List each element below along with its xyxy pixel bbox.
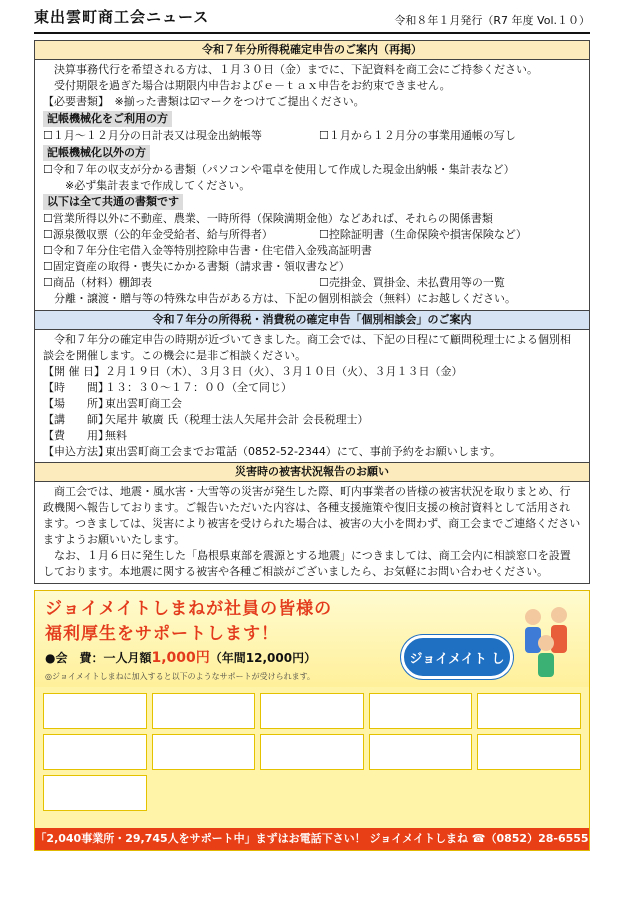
- checklist-item: ☐１月～１２月分の日計表又は現金出納帳等: [43, 128, 262, 142]
- support-card: [477, 734, 581, 770]
- info-key: 【時 間】: [43, 380, 109, 394]
- info-key: 【場 所】: [43, 396, 109, 410]
- support-card: [43, 734, 147, 770]
- checklist-item: ☐控除証明書（生命保険や損害保険など）: [319, 228, 527, 242]
- info-row: [43, 428, 581, 444]
- ad-contact-bar: 「2,040事業所・29,745人をサポート中」まずはお電話下さい！ ジョイメイトしまね ☎（0852）28-6555: [35, 828, 589, 850]
- ad-fee-year: （年間12,000円）: [209, 651, 317, 666]
- paragraph: 商工会では、地震・風水害・大雪等の災害が発生した際、町内事業者の皆様の被害状況を取りまとめ、行政機関へ報告しております。ご報告いただいた内容は、各種支援施策や復旧支援の検討資料として活用されます。つきましては、災害により被害を受けられた場合は、被害の大小を問わず、商工会までご連絡くださいますようお願いいたします。: [43, 485, 581, 547]
- support-card: [260, 734, 364, 770]
- subheading: 記帳機械化をご利用の方: [43, 111, 172, 127]
- support-card: [43, 775, 147, 811]
- info-row: [43, 364, 581, 380]
- info-value: １３：３０～１７：００（全て同じ）: [105, 380, 292, 394]
- paragraph: 決算事務代行を希望される方は、１月３０日（金）までに、下記資料を商工会にご持参ください。: [54, 62, 538, 76]
- paragraph: なお、１月６日に発生した「島根県東部を震源とする地震」につきましては、商工会内に相談窓口を設置しております。本地震に関する被害や各種ご相談がございましたら、お気軽にお問い合わせください。: [43, 549, 571, 579]
- ad-headline: 福利厚生をサポートします！: [45, 623, 279, 644]
- info-key: 【開 催 日】: [43, 364, 105, 378]
- info-key: 【費 用】: [43, 428, 109, 442]
- checklist-row: [43, 128, 581, 144]
- support-card: [152, 693, 256, 729]
- section-body-tax-return: [35, 60, 589, 310]
- info-key: 【申込方法】: [43, 444, 109, 458]
- support-card: [477, 693, 581, 729]
- support-card: [260, 693, 364, 729]
- people-illustration-icon: [515, 599, 581, 679]
- section-heading-consultation: 令和７年分の所得税・消費税の確定申告「個別相談会」のご案内: [35, 310, 589, 330]
- checklist-item: ☐令和７年分住宅借入金等特別控除申告書・住宅借入金残高証明書: [43, 244, 372, 258]
- info-row: [43, 396, 581, 412]
- ad-headline: ジョイメイトしまねが社員の皆様の: [45, 599, 333, 619]
- info-row: [43, 380, 581, 396]
- subheading: 記帳機械化以外の方: [43, 145, 150, 161]
- info-value: 矢尾井 敏廣 氏（税理士法人矢尾井会計 会長税理士）: [105, 412, 369, 426]
- section-heading-tax-return: 令和７年分所得税確定申告のご案内（再掲）: [35, 41, 589, 60]
- checklist-row: [43, 227, 581, 243]
- section-body-disaster: [35, 482, 589, 583]
- support-card: [369, 734, 473, 770]
- ad-fee-label: ●会 費：一人月額: [45, 651, 152, 666]
- paragraph: 分離・譲渡・贈与等の特殊な申告がある方は、下記の個別相談会（無料）にお越しください。: [54, 292, 516, 306]
- section-heading-disaster: 災害時の被害状況報告のお願い: [35, 462, 589, 482]
- ad-header: [35, 591, 589, 711]
- support-cards: [35, 687, 589, 817]
- checklist-item: ☐１月から１２月分の事業用通帳の写し: [319, 128, 516, 142]
- info-row: [43, 444, 581, 460]
- support-card: [152, 734, 256, 770]
- info-key: 【講 師】: [43, 412, 109, 426]
- joymate-logo: ジョイメイト しまね: [401, 635, 513, 679]
- subheading: 以下は全て共通の書類です: [43, 194, 183, 210]
- note: ※必ず集計表まで作成してください。: [65, 178, 251, 192]
- notice-box: [34, 40, 590, 584]
- info-value: ２月１９日（木）、３月３日（火）、３月１０日（火）、３月１３日（金）: [105, 364, 463, 378]
- info-row: [43, 412, 581, 428]
- required-docs-label: 【必要書類】 ※揃った書類は☑マークをつけてご提出ください。: [43, 94, 365, 108]
- checklist-item: ☐売掛金、買掛金、未払費用等の一覧: [319, 276, 505, 290]
- info-value: 東出雲町商工会までお電話（0852-52-2344）にて、事前予約をお願いします。: [105, 444, 501, 458]
- newsletter-title: 東出雲町商工会ニュース: [34, 8, 210, 27]
- ad-note: ◎ジョイメイトしまねに加入すると以下のようなサポートが受けられます。: [45, 671, 315, 681]
- info-value: 無料: [105, 428, 127, 442]
- info-value: 東出雲町商工会: [105, 396, 182, 410]
- section-body-consultation: [35, 330, 589, 463]
- masthead: [34, 10, 590, 34]
- checklist-item: ☐源泉徴収票（公的年金受給者、給与所得者）: [43, 228, 273, 242]
- checklist-row: [43, 275, 581, 291]
- checklist-item: ☐固定資産の取得・喪失にかかる書類（請求書・領収書など）: [43, 260, 350, 274]
- support-card: [43, 693, 147, 729]
- paragraph: 令和７年分の確定申告の時期が近づいてきました。商工会では、下記の日程にて顧問税理士による個別相談会を開催します。この機会に是非ご相談ください。: [43, 332, 571, 362]
- issue-info: 令和８年１月発行（R7 年度 Vol.１０）: [394, 14, 590, 28]
- checklist-item: ☐商品（材料）棚卸表: [43, 276, 152, 290]
- joymate-advertisement: [34, 590, 590, 851]
- ad-fee-amount: 1,000円: [151, 650, 210, 667]
- paragraph: 受付期限を過ぎた場合は期限内申告およびｅ－ｔａｘ申告をお約束できません。: [54, 78, 451, 92]
- checklist-item: ☐営業所得以外に不動産、農業、一時所得（保険満期金他）などあれば、それらの関係書類: [43, 212, 493, 226]
- checklist-item: ☐令和７年の収支が分かる書類（パソコンや電卓を使用して作成した現金出納帳・集計表など）: [43, 162, 515, 176]
